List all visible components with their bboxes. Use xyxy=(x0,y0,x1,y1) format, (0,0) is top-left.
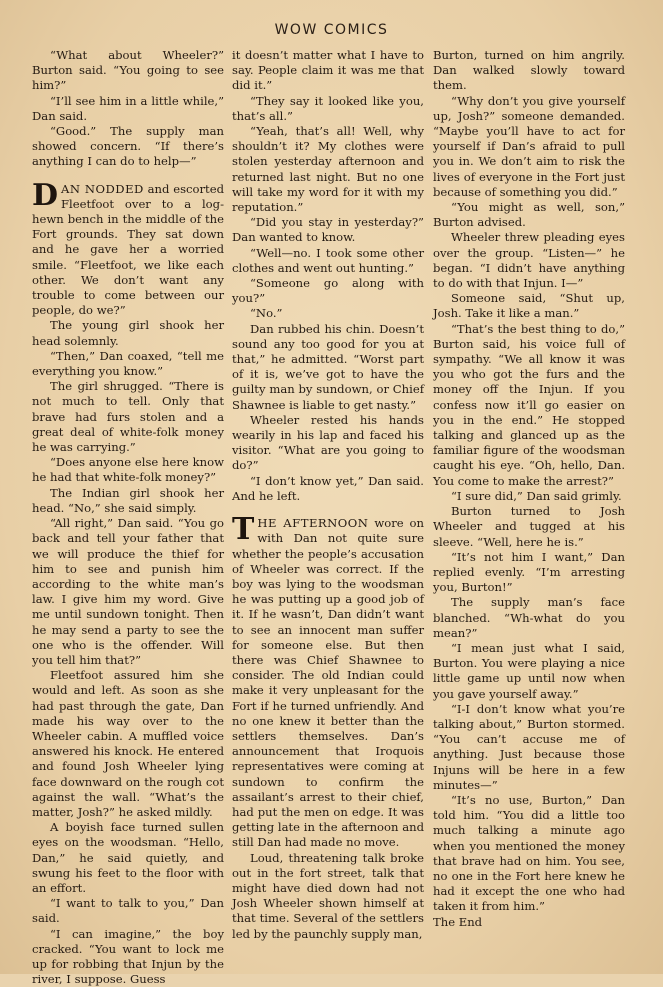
paragraph: it doesn’t matter what I have to say. People claim it was me that did it.” xyxy=(232,48,424,93)
section-paragraph xyxy=(32,177,224,319)
paragraph: Wheeler rested his hands wearily in his lap and faced his visitor. “What are you going to do?” xyxy=(232,412,424,473)
paragraph-text: wore on with Dan not quite sure whether the people’s accusation of Wheeler was correct. If the boy was lying to the woodsman he was putting up a good job of it. If he wasn’t, Dan didn’t want to see an innocent man suffer for someone else. But then there was Chief Shawnee to consider. The old Indian could make it very unpleasant for the Fort if he turned unfriendly. And no one knew it better than the settlers themselves. Dan’s announcement that Iroquois representatives were coming at sundown to confirm the assailant’s arrest to their chief, had put the men on edge. It was getting late in the afternoon and still Dan had made no move. xyxy=(232,516,425,850)
paragraph: “You might as well, son,” Burton advised. xyxy=(433,200,625,230)
paragraph: Burton, turned on him angrily. Dan walked slowly toward them. xyxy=(433,48,625,93)
paragraph: “I can imagine,” the boy cracked. “You want to lock me up for robbing that Injun by the river, I suppose. Guess xyxy=(32,926,224,987)
paragraph: Dan rubbed his chin. Doesn’t sound any too good for you at that,” he admitted. “Worst part of it is, we’ve got to have the guilty man by sundown, or Chief Shawnee is liable to get nasty.” xyxy=(232,321,424,412)
paragraph: “I mean just what I said, Burton. You were playing a nice little game up until now when you gave yourself away.” xyxy=(433,640,625,701)
paragraph-text: and escorted Fleetfoot over to a log-hewn bench in the middle of the Fort grounds. They sat down and he gave her a worried smile. “Fleetfoot, we like each other. We don’t want any trouble to come between our people, do we?” xyxy=(32,181,224,318)
section-lead-caps: HE AFTERNOON xyxy=(257,516,369,531)
paragraph: “Good.” The supply man showed concern. “If there’s anything I can do to help—” xyxy=(32,124,224,169)
paragraph: “All right,” Dan said. “You go back and tell your father that we will produce the thief for him to see and punish him according to the white man’s law. I give him my word. Give me until sundown tonight. Then he may send a party to see the one who is the offender. Will you tell him that?” xyxy=(32,516,224,667)
section-paragraph xyxy=(232,512,425,850)
section-lead-caps: AN NODDED xyxy=(61,181,144,196)
text-column-1 xyxy=(32,48,224,987)
paragraph: “Why don’t you give yourself up, Josh?” someone demanded. “Maybe you’ll have to act for yourself if Dan’s afraid to pull you in. We don’t aim to risk the lives of everyone in the Fort just because of something you did.” xyxy=(433,93,625,199)
paragraph: “Then,” Dan coaxed, “tell me everything you know.” xyxy=(32,348,224,379)
text-column-3 xyxy=(433,48,625,930)
paragraph: The girl shrugged. “There is not much to tell. Only that brave had furs stolen and a great deal of white-folk money he was carrying.” xyxy=(32,379,224,455)
paragraph: “I sure did,” Dan said grimly. xyxy=(451,488,622,503)
paragraph: “Does anyone else here know he had that white-folk money?” xyxy=(32,455,224,485)
paragraph: “It’s not him I want,” Dan replied evenly. “I’m arresting you, Burton!” xyxy=(433,549,625,595)
paragraph: “No.” xyxy=(250,306,283,321)
drop-cap: D xyxy=(32,177,59,213)
drop-cap: T xyxy=(232,512,255,548)
paragraph: A boyish face turned sullen eyes on the woodsman. “Hello, Dan,” he said quietly, and swung his feet to the floor with an effort. xyxy=(32,820,224,895)
paragraph: “They say it looked like you, that’s all.” xyxy=(232,93,424,123)
paragraph: The young girl shook her head solemnly. xyxy=(32,318,224,348)
text-column-2 xyxy=(232,48,424,942)
paragraph: “What about Wheeler?” Burton said. “You going to see him?” xyxy=(32,48,224,93)
paragraph: “Well—no. I took some other clothes and went out hunting.” xyxy=(232,245,424,275)
paragraph: “Did you stay in yesterday?” Dan wanted to know. xyxy=(232,215,424,245)
paragraph: Fleetfoot assured him she would and left. As soon as she had past through the gate, Dan made his way over to the Wheeler cabin. A muffled voice answered his knock. He entered and found Josh Wheeler lying face downward on the rough cot against the wall. “What’s the matter, Josh?” he asked mildly. xyxy=(32,668,224,819)
paragraph: Wheeler threw pleading eyes over the group. “Listen—” he began. “I didn’t have anything to do with that Injun. I—” xyxy=(433,230,625,291)
paragraph: The Indian girl shook her head. “No,” she said simply. xyxy=(32,485,224,515)
paragraph: “I-I don’t know what you’re talking about,” Burton stormed. “You can’t accuse me of anything. Just because those Injuns will be here in a few minutes—” xyxy=(433,701,625,792)
page-header: WOW COMICS xyxy=(274,22,389,38)
paragraph: “Yeah, that’s all! Well, why shouldn’t it? My clothes were stolen yesterday afternoon and returned last night. But no one will take my word for it with my reputation.” xyxy=(232,124,424,215)
paragraph: The supply man’s face blanched. “Wh-what do you mean?” xyxy=(433,595,625,640)
paragraph: “It’s no use, Burton,” Dan told him. “You did a little too much talking a minute ago when you mentioned the money that brave had on him. You see, no one in the Fort here knew he had it except the one who had taken it from him.” xyxy=(433,792,625,914)
paragraph: Someone said, “Shut up, Josh. Take it like a man.” xyxy=(433,291,625,321)
paragraph: “I don’t know yet,” Dan said. And he left. xyxy=(232,473,424,503)
paragraph: “I’ll see him in a little while,” Dan said. xyxy=(32,93,224,123)
paragraph: “That’s the best thing to do,” Burton said, his voice full of sympathy. “We all know it was you who got the furs and the money off the Injun. If you confess now it’ll go easier on you in the end.” He stopped talking and glanced up as the familiar figure of the woodsman caught his eye. “Oh, hello, Dan. You come to make the arrest?” xyxy=(433,321,625,488)
paragraph: “Someone go along with you?” xyxy=(232,276,424,306)
the-end-label: The End xyxy=(433,914,483,929)
paragraph: Burton turned to Josh Wheeler and tugged at his sleeve. “Well, here he is.” xyxy=(433,504,625,549)
paragraph: Loud, threatening talk broke out in the fort street, talk that might have died down had not Josh Wheeler shown himself at that time. Several of the settlers led by the paunchly supply man, xyxy=(232,850,424,941)
paragraph: “I want to talk to you,” Dan said. xyxy=(32,896,224,926)
